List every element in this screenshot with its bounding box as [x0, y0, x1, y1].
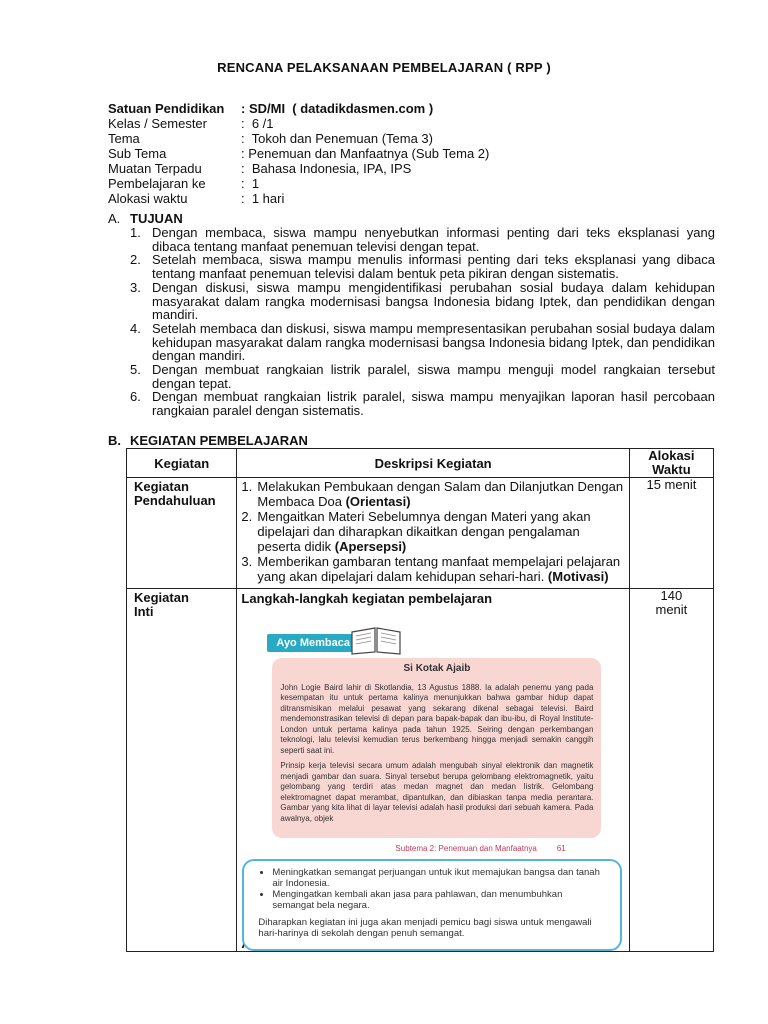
textbook-excerpt — [237, 606, 628, 939]
inti-time: 140 menit — [655, 588, 688, 617]
goal-item — [130, 281, 715, 322]
pendahuluan-label-cell — [127, 478, 237, 589]
table-header-row — [127, 449, 714, 478]
section-b-title: KEGIATAN PEMBELAJARAN — [130, 433, 308, 448]
reading-box — [272, 658, 601, 838]
goal-number: 4. — [130, 320, 141, 336]
activity-phase: (Orientasi) — [345, 494, 411, 509]
inti-time-cell — [629, 589, 713, 952]
goal-number: 5. — [130, 362, 141, 378]
goal-number: 1. — [130, 225, 141, 240]
identity-label: Sub Tema — [108, 146, 167, 161]
identity-label: Alokasi waktu — [108, 191, 188, 206]
activity-number: 2. — [241, 509, 253, 524]
page-number: 61 — [556, 844, 566, 853]
identity-label: Kelas / Semester — [108, 116, 207, 131]
inti-desc-cell — [237, 589, 629, 952]
goal-item — [130, 322, 715, 363]
identity-block — [108, 101, 489, 206]
goal-text: Setelah membaca dan diskusi, siswa mampu mempresentasikan perubahan sosial budaya dalam kehidupan masyarakat dalam rangka modernisasi bangsa Indonesia bidang Iptek, dan pendidikan dengan mandiri. — [152, 320, 715, 364]
open-book-icon — [350, 626, 402, 656]
callout-bullet: • Mengingatkan kembali akan jasa para pahlawan, dan menumbuhkan semangat bela negara. — [272, 889, 606, 911]
callout-note: Diharapkan kegiatan ini juga akan menjadi pemicu bagi siswa untuk mengawali hari-harinya di sekolah dengan penuh semangat. — [258, 917, 592, 939]
header-kegiatan: Kegiatan — [127, 449, 237, 478]
inti-label-cell — [127, 589, 237, 952]
identity-row — [108, 146, 489, 161]
pendahuluan-time: 15 menit — [646, 477, 697, 492]
goal-item — [130, 363, 715, 390]
pendahuluan-desc-cell — [237, 478, 629, 589]
header-alokasi: Alokasi Waktu — [629, 449, 713, 478]
reading-paragraph-2: Prinsip kerja televisi secara umum adalah mengubah sinyal elektronik dan magnetik menjadi gambar dan suara. Sinyal tersebut berupa gelombang elektromagnetik, yaitu gelombang yang terdiri atas medan magnet dan medan listrik. Gelombang elektromagnet dapat merambat, dipantulkan, dan dibiaskan tanpa media perantara. Gambar yang kita lihat di layar televisi adalah hasil produksi dari sebuah kamera. Pada awalnya, objek — [280, 761, 594, 823]
goal-text: Setelah membaca, siswa mampu menulis informasi penting dari teks eksplanasi yang dibaca tentang manfaat penemuan televisi dalam bentuk peta pikiran dengan sistematis. — [152, 252, 715, 282]
goals-list — [130, 226, 715, 418]
page-footer — [395, 844, 565, 853]
ayo-membaca-badge: Ayo Membaca — [267, 634, 359, 652]
pendahuluan-time-cell — [629, 478, 713, 589]
activity-text — [257, 509, 624, 554]
activity-text — [257, 554, 624, 584]
pendahuluan-label: Kegiatan Pendahuluan — [134, 479, 216, 508]
section-a-title: TUJUAN — [130, 211, 183, 226]
activity-phase: (Apersepsi) — [334, 539, 407, 554]
goal-item — [130, 253, 715, 280]
identity-value: : Tokoh dan Penemuan (Tema 3) — [241, 131, 433, 146]
footer-subtema: Subtema 2: Penemuan dan Manfaatnya — [395, 844, 537, 853]
document-title: RENCANA PELAKSANAAN PEMBELAJARAN ( RPP ) — [217, 60, 551, 75]
inti-heading: Langkah-langkah kegiatan pembelajaran — [241, 591, 493, 606]
activity-description: Mengaitkan Materi Sebelumnya dengan Materi yang akan dipelajari dan diharapkan dikaitkan dengan pengalaman peserta didik — [257, 509, 591, 554]
table-row-inti — [127, 589, 714, 952]
identity-label: Tema — [108, 131, 140, 146]
activity-description: Melakukan Pembukaan dengan Salam dan Dilanjutkan Dengan Membaca Doa — [257, 479, 624, 509]
activity-number: 3. — [241, 554, 253, 569]
identity-row — [108, 116, 489, 131]
identity-row — [108, 131, 489, 146]
section-b-letter: B. — [108, 433, 121, 448]
identity-row — [108, 176, 489, 191]
table-row-pendahuluan — [127, 478, 714, 589]
identity-label: Muatan Terpadu — [108, 161, 202, 176]
identity-value: : SD/MI ( datadikdasmen.com ) — [241, 101, 434, 116]
pendahuluan-activities — [237, 478, 628, 588]
identity-row — [108, 161, 489, 176]
callout-bullet: • Meningkatkan semangat perjuangan untuk ikut memajukan bangsa dan tanah air Indonesia. — [272, 867, 606, 889]
identity-label: Satuan Pendidikan — [108, 101, 225, 116]
identity-value: : 6 /1 — [241, 116, 274, 131]
goal-item — [130, 390, 715, 417]
activity-description: Memberikan gambaran tentang manfaat mempelajari pelajaran yang akan dipelajari dalam kehidupan sehari-hari. — [257, 554, 621, 584]
identity-value: : Bahasa Indonesia, IPA, IPS — [241, 161, 412, 176]
section-b-heading — [108, 433, 308, 448]
activity-item — [241, 479, 624, 509]
header-deskripsi: Deskripsi Kegiatan — [237, 449, 629, 478]
identity-value: : 1 — [241, 176, 260, 191]
reading-paragraph-1: John Logie Baird lahir di Skotlandia, 13 Agustus 1888. Ia adalah penemu yang pada kesempatan itu untuk pertama kalinya menunjukkan bahwa gambar hidup dapat ditransmisikan melalui pesawat yang sekarang dikenal sebagai televisi. Baird mendemonstrasikan televisi di depan para bapak-bapak dan ibu-ibu, di Royal Institute-London untuk pertama kalinya pada tahun 1925. Seiring dengan perkembangan teknologi, lalu televisi kemudian terus berkembang hingga menjadi semakin canggih seperti saat ini. — [280, 682, 594, 755]
goal-text: Dengan membuat rangkaian listrik paralel, siswa mampu menguji model rangkaian tersebut dengan tepat. — [152, 362, 715, 391]
inti-label: Kegiatan Inti — [134, 590, 189, 619]
reading-title: Si Kotak Ajaib — [403, 663, 471, 674]
activity-table — [126, 448, 714, 952]
activity-number: 1. — [241, 479, 253, 494]
goals-callout — [242, 859, 622, 951]
goal-text: Dengan membaca, siswa mampu nenyebutkan informasi penting dari teks eksplanasi yang dibaca tentang manfaat penemuan televisi dengan tepat. — [152, 225, 715, 254]
activity-item — [241, 509, 624, 554]
activity-phase: (Motivasi) — [547, 569, 609, 584]
identity-value: : Penemuan dan Manfaatnya (Sub Tema 2) — [241, 146, 490, 161]
identity-value: : 1 hari — [241, 191, 285, 206]
activity-text — [257, 479, 624, 509]
goal-number: 6. — [130, 389, 141, 405]
section-a-heading — [108, 211, 183, 226]
section-a-letter: A. — [108, 211, 121, 226]
goal-number: 2. — [130, 252, 141, 268]
goal-text: Dengan membuat rangkaian listrik paralel, siswa mampu menyajikan laporan hasil percobaan rangkaian paralel dengan sistematis. — [152, 389, 715, 419]
identity-label: Pembelajaran ke — [108, 176, 206, 191]
identity-row — [108, 191, 489, 206]
identity-row — [108, 101, 489, 116]
activity-item — [241, 554, 624, 584]
goal-item — [130, 226, 715, 253]
goal-text: Dengan diskusi, siswa mampu mengidentifikasi perubahan sosial budaya dalam kehidupan masyarakat dalam rangka modernisasi bangsa Indonesia bidang Iptek, dan pendidikan dengan mandiri. — [152, 279, 715, 323]
goal-number: 3. — [130, 279, 141, 295]
